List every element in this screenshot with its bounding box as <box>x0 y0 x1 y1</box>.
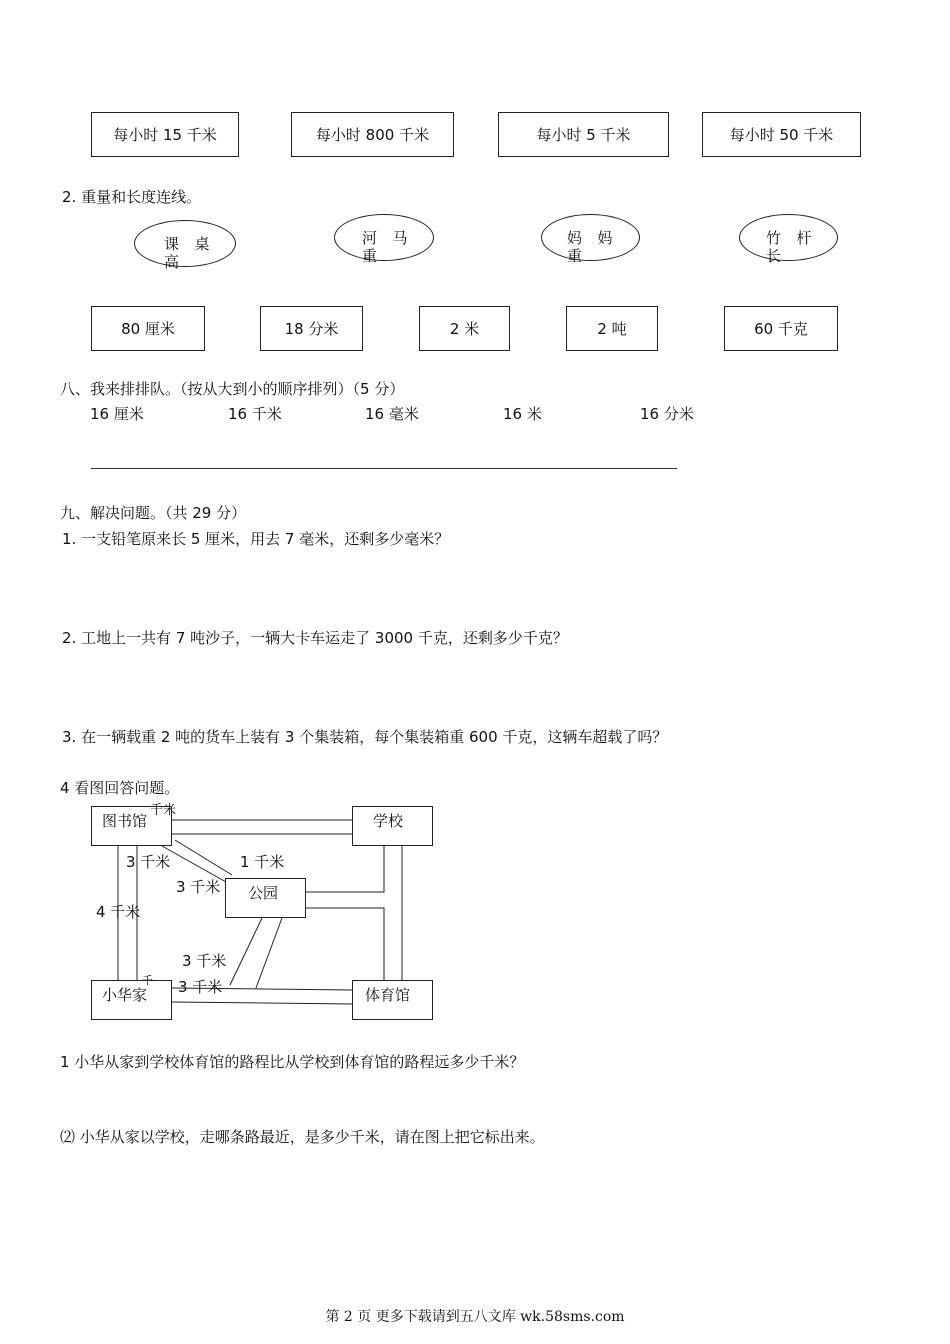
label-lib-park: 3 千米 <box>176 878 221 896</box>
label-left-side: 4 千米 <box>96 903 141 921</box>
speed-box-1: 每小时 15 千米 <box>91 112 239 157</box>
place-home: 小华家 <box>91 980 172 1020</box>
page-footer: 第 2 页 更多下载请到五八文库 wk.58sms.com <box>325 1309 625 1325</box>
unit-1: 16 厘米 <box>90 405 144 423</box>
unit-4: 16 米 <box>503 405 542 423</box>
speed-box-4: 每小时 50 千米 <box>702 112 861 157</box>
section9-title: 九、解决问题。（共 29 分） <box>60 504 247 522</box>
problem-2: 2. 工地上一共有 7 吨沙子，一辆大卡车运走了 3000 千克，还剩多少千克？ <box>62 629 568 647</box>
oval-desk-line2: 高 <box>164 253 182 271</box>
place-school: 学校 <box>352 806 433 846</box>
q2-title: 2. 重量和长度连线。 <box>62 188 202 206</box>
problem-1: 1. 一支铅笔原来长 5 厘米，用去 7 毫米，还剩多少毫米？ <box>62 530 450 548</box>
label-home-gym: 3 千米 <box>178 978 223 996</box>
oval-mom-line2: 重 <box>567 247 585 265</box>
unit-2: 16 千米 <box>228 405 282 423</box>
measure-box-4: 2 吨 <box>566 306 658 351</box>
label-top-partial: 千米 <box>150 803 177 818</box>
label-park-school: 1 千米 <box>240 853 285 871</box>
speed-box-2: 每小时 800 千米 <box>291 112 454 157</box>
measure-box-5: 60 千克 <box>724 306 838 351</box>
measure-box-3: 2 米 <box>419 306 510 351</box>
sub-question-2: ⑵ 小华从家以学校，走哪条路最近，是多少千米，请在图上把它标出来。 <box>60 1128 545 1146</box>
oval-desk-line1: 课 桌 <box>164 235 212 253</box>
label-lib-home: 3 千米 <box>126 853 171 871</box>
oval-mom-line1: 妈 妈 <box>567 229 615 247</box>
measure-box-1: 80 厘米 <box>91 306 205 351</box>
problem-4: 4 看图回答问题。 <box>60 779 180 797</box>
label-bottom-partial: 千 <box>142 974 153 987</box>
problem-3: 3. 在一辆载重 2 吨的货车上装有 3 个集装箱，每个集装箱重 600 千克，这辆车超载了吗？ <box>62 728 668 746</box>
label-park-home: 3 千米 <box>182 952 227 970</box>
measure-box-2: 18 分米 <box>260 306 363 351</box>
section8-title: 八、我来排排队。（按从大到小的顺序排列）（5 分） <box>60 380 405 398</box>
place-park: 公园 <box>225 878 306 918</box>
place-library: 图书馆 <box>91 806 172 846</box>
unit-5: 16 分米 <box>640 405 694 423</box>
oval-pole-line1: 竹 杆 <box>766 229 814 247</box>
speed-box-3: 每小时 5 千米 <box>498 112 669 157</box>
oval-hippo-line1: 河 马 <box>362 229 410 247</box>
place-gym: 体育馆 <box>352 980 433 1020</box>
oval-pole-line2: 长 <box>766 247 784 265</box>
oval-hippo-line2: 重 <box>362 247 380 265</box>
unit-3: 16 毫米 <box>365 405 419 423</box>
sub-question-1: 1 小华从家到学校体育馆的路程比从学校到体育馆的路程远多少千米？ <box>60 1053 525 1071</box>
